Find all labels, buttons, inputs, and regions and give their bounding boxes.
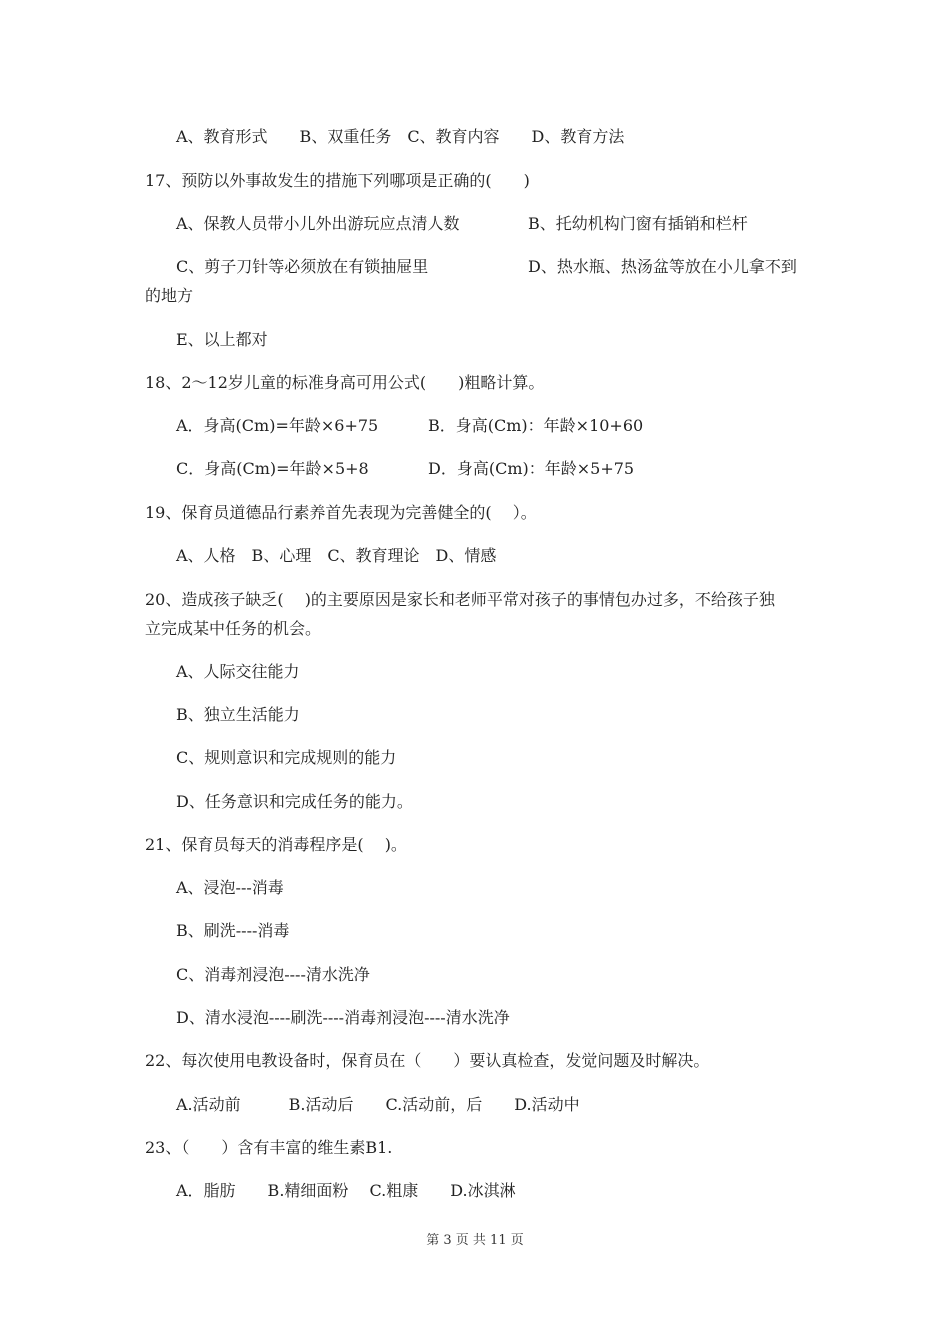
q20-stem-line2: 立完成某中任务的机会。 [145,619,322,638]
q18-option-a: A．身高(Cm)=年龄×6+75 [176,416,379,435]
q23-stem: 23、（ ）含有丰富的维生素B1. [145,1138,393,1157]
q20-option-c: C、规则意识和完成规则的能力 [176,748,397,767]
q17-option-d: D、热水瓶、热汤盆等放在小儿拿不到 [528,257,797,276]
q22-options: A.活动前 B.活动后 C.活动前，后 D.活动中 [176,1095,580,1114]
q18-option-b: B．身高(Cm)：年龄×10+60 [428,416,644,435]
q21-option-c: C、消毒剂浸泡----清水洗净 [176,965,370,984]
q21-option-a: A、浸泡---消毒 [176,878,284,897]
q20-option-b: B、独立生活能力 [176,705,300,724]
q17-stem: 17、预防以外事故发生的措施下列哪项是正确的( ) [145,171,530,190]
q17-option-c: C、剪子刀针等必须放在有锁抽屉里 [176,257,429,276]
q18-option-d: D．身高(Cm)：年龄×5+75 [428,459,635,478]
q19-stem: 19、保育员道德品行素养首先表现为完善健全的( ）。 [145,503,537,522]
q18-option-c: C．身高(Cm)=年龄×5+8 [176,459,369,478]
page-number-footer: 第 3 页 共 11 页 [426,1233,524,1248]
q17-option-e: E、以上都对 [176,330,268,349]
q17-option-d-continued: 的地方 [145,286,194,305]
q17-option-a: A、保教人员带小儿外出游玩应点清人数 [176,214,460,233]
q23-options: A．脂肪 B.精细面粉 C.粗康 D.冰淇淋 [176,1181,516,1200]
q21-stem: 21、保育员每天的消毒程序是( )。 [145,835,407,854]
q21-option-d: D、清水浸泡----刷洗----消毒剂浸泡----清水洗净 [176,1008,510,1027]
q16-options: A、教育形式 B、双重任务 C、教育内容 D、教育方法 [176,127,625,146]
q20-option-d: D、任务意识和完成任务的能力。 [176,792,413,811]
q19-options: A、人格 B、心理 C、教育理论 D、情感 [176,546,497,565]
q22-stem: 22、每次使用电教设备时，保育员在（ ）要认真检查，发觉问题及时解决。 [145,1051,710,1070]
q21-option-b: B、刷洗----消毒 [176,921,290,940]
q20-stem-line1: 20、造成孩子缺乏( )的主要原因是家长和老师平常对孩子的事情包办过多，不给孩子独 [145,590,775,609]
q17-option-b: B、托幼机构门窗有插销和栏杆 [528,214,748,233]
q18-stem: 18、2～12岁儿童的标准身高可用公式( )粗略计算。 [145,373,545,392]
q20-option-a: A、人际交往能力 [176,662,300,681]
